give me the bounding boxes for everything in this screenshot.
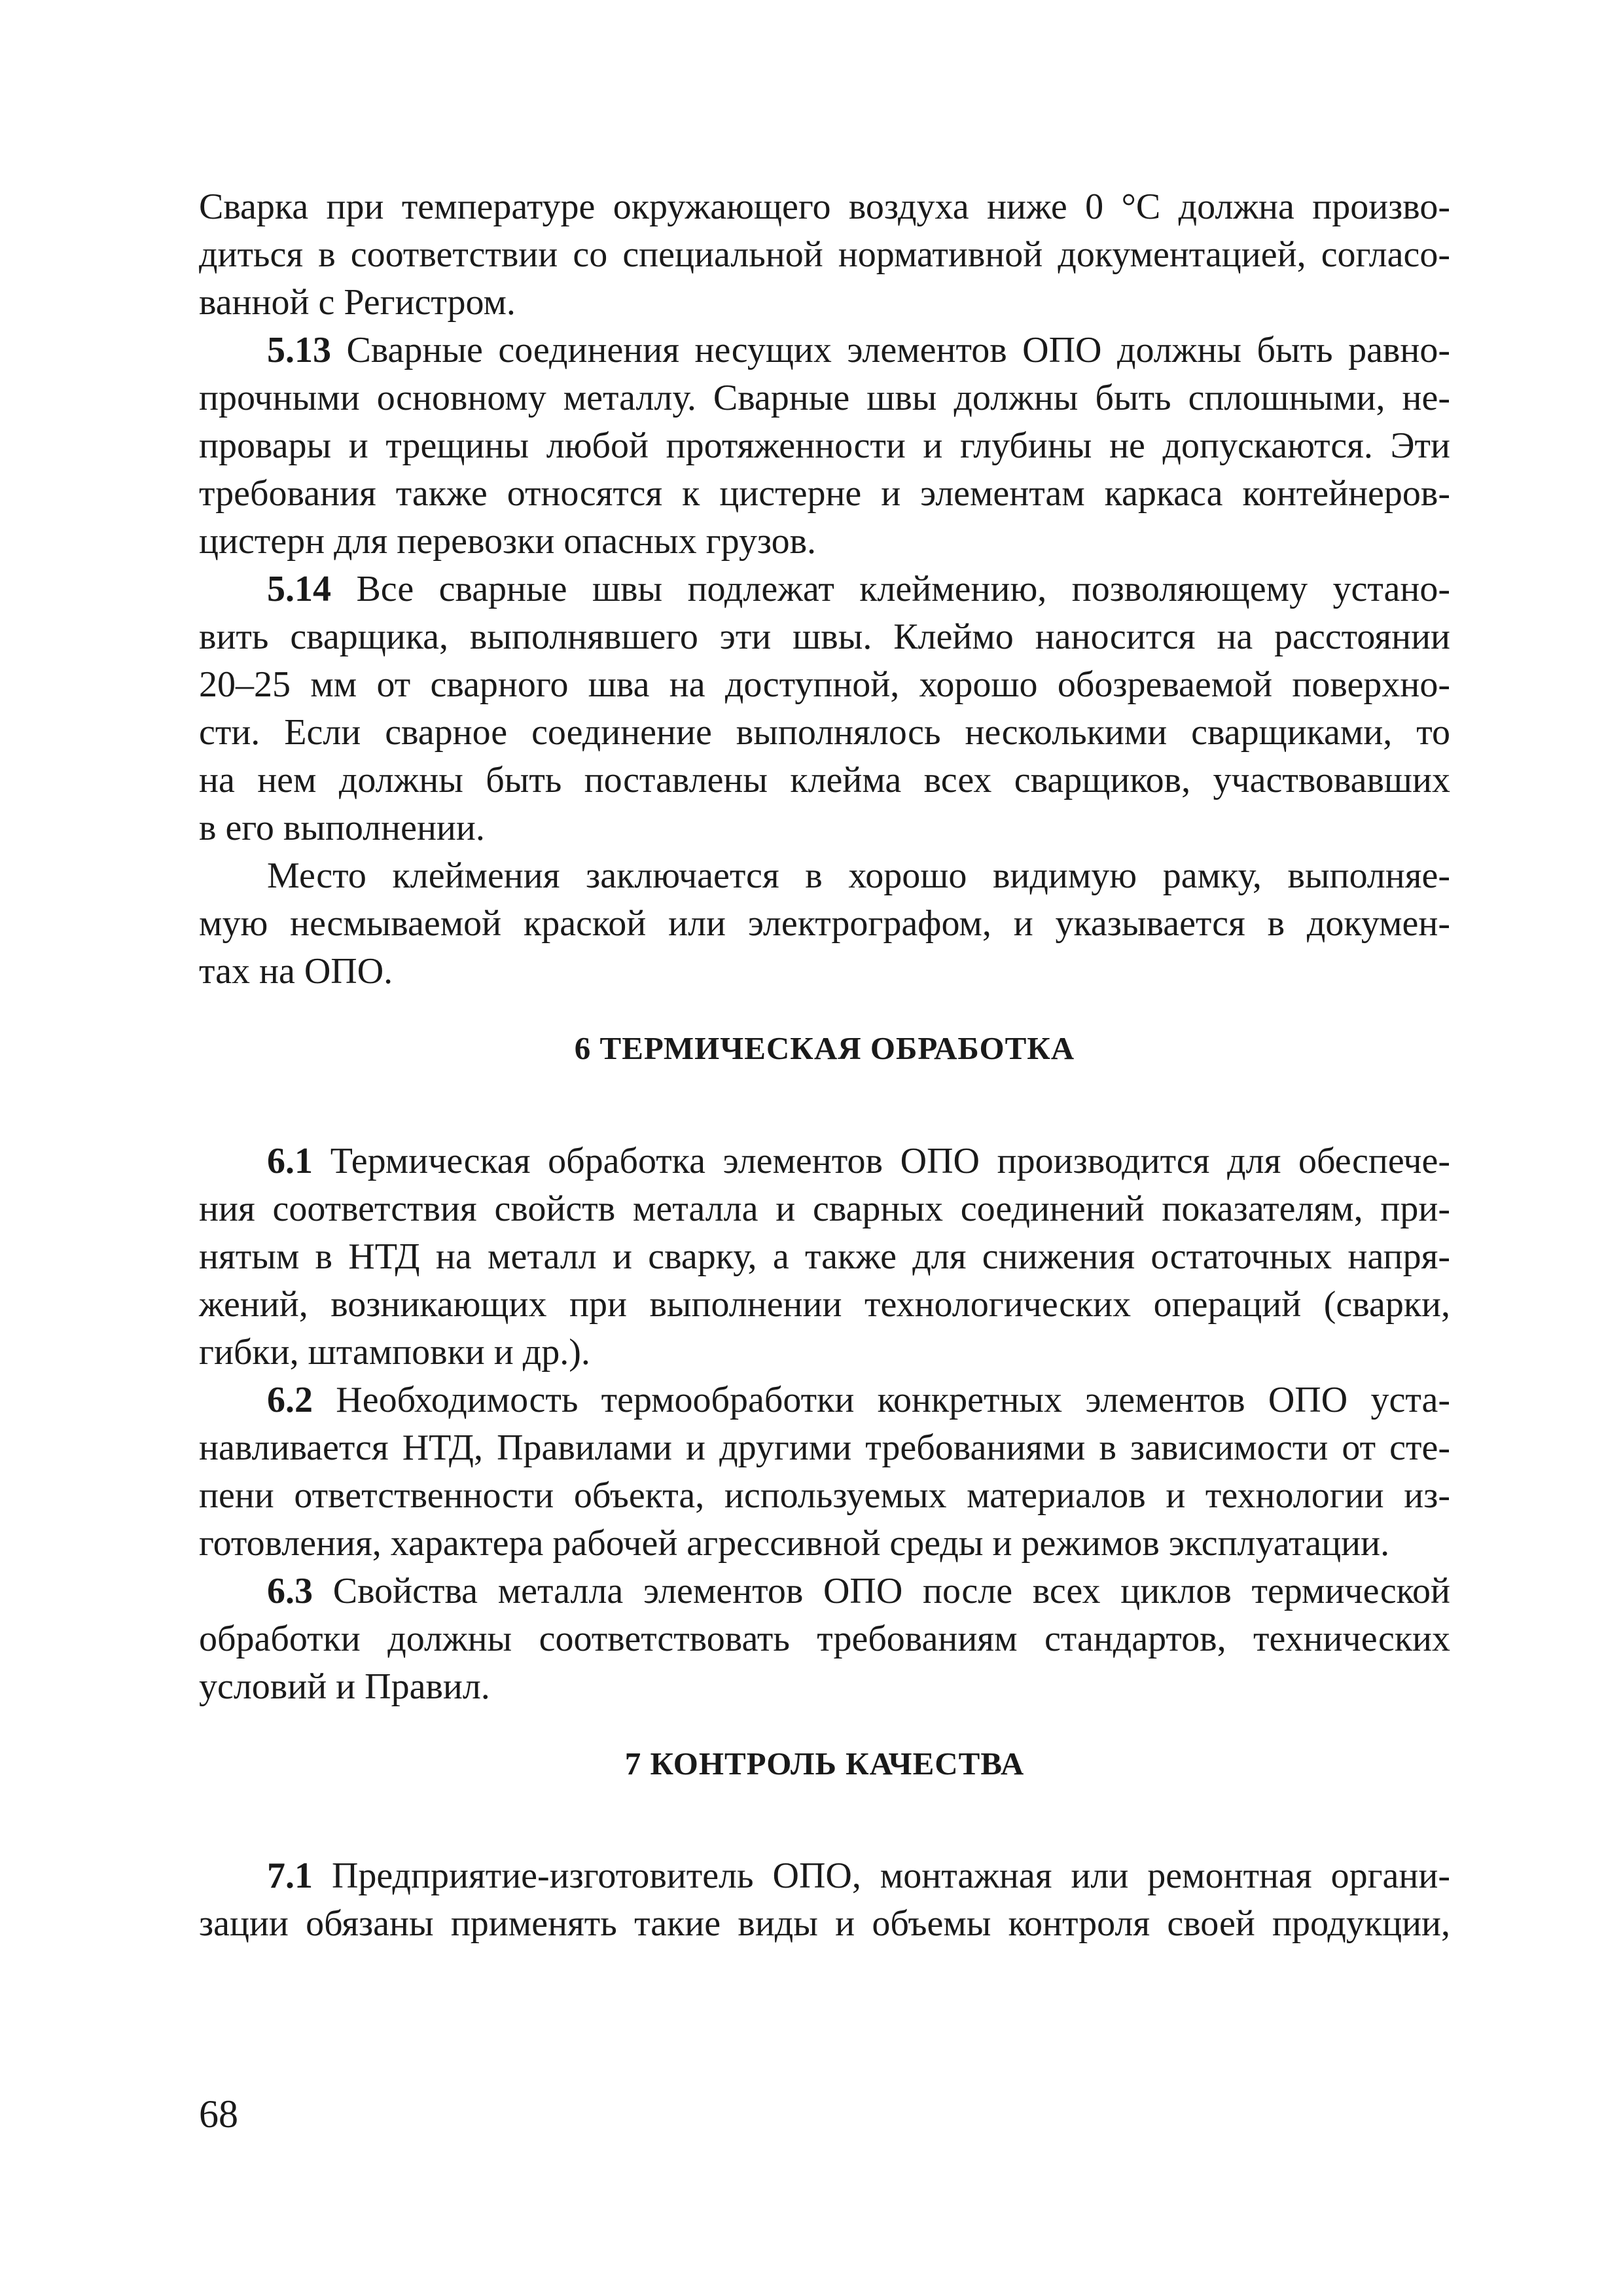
- text-line: Сварка при температуре окружающего воздуха ниже 0 °С должна произво-: [199, 187, 1450, 227]
- clause-number: 5.13: [267, 330, 331, 370]
- text-line: прочными основному металлу. Сварные швы должны быть сплошными, не-: [199, 378, 1450, 418]
- text-line: обработки должны соответствовать требованиям стандартов, технических: [199, 1619, 1450, 1659]
- text-line: Сварные соединения несущих элементов ОПО должны быть равно-: [346, 330, 1450, 370]
- text-line: нятым в НТД на металл и сварку, а также для снижения остаточных напря-: [199, 1236, 1450, 1277]
- text-line: Предприятие-изготовитель ОПО, монтажная или ремонтная органи-: [331, 1856, 1450, 1896]
- paragraph-first-line: [199, 565, 1450, 613]
- paragraph-stamp-location: [199, 852, 1450, 996]
- text-line: в его выполнении.: [199, 808, 485, 848]
- text-line: гибки, штамповки и др.).: [199, 1332, 590, 1372]
- section-heading-6: 6 ТЕРМИЧЕСКАЯ ОБРАБОТКА: [574, 1030, 1075, 1066]
- text-line: сти. Если сварное соединение выполнялось несколькими сварщиками, то: [199, 712, 1450, 753]
- paragraph-first-line: [199, 1376, 1450, 1424]
- clause-number: 6.1: [267, 1141, 313, 1181]
- text-line: условий и Правил.: [199, 1666, 490, 1707]
- paragraph-first-line: [199, 327, 1450, 374]
- text-line: зации обязаны применять такие виды и объемы контроля своей продукции,: [199, 1903, 1450, 1944]
- text-line: жений, возникающих при выполнении технологических операций (сварки,: [199, 1284, 1450, 1325]
- text-line: 20–25 мм от сварного шва на доступной, хорошо обозреваемой поверхно-: [199, 664, 1450, 705]
- clause-number: 6.3: [267, 1571, 313, 1611]
- paragraph-first-line: [199, 1138, 1450, 1185]
- paragraph-continuation: [199, 183, 1450, 327]
- section-heading-7: 7 КОНТРОЛЬ КАЧЕСТВА: [624, 1746, 1025, 1782]
- text-line: Все сварные швы подлежат клеймению, позволяющему устано-: [356, 569, 1451, 609]
- text-line: на нем должны быть поставлены клейма всех сварщиков, участвовавших: [199, 760, 1450, 800]
- text-line: готовления, характера рабочей агрессивной среды и режимов эксплуатации.: [199, 1523, 1390, 1564]
- paragraph-6-1: [199, 1138, 1450, 1376]
- clause-number: 7.1: [267, 1856, 313, 1896]
- text-line: Место клеймения заключается в хорошо видимую рамку, выполняе-: [267, 855, 1450, 896]
- text-line: мую несмываемой краской или электрографом, и указывается в докумен-: [199, 903, 1450, 944]
- text-line: навливается НТД, Правилами и другими требованиями в зависимости от сте-: [199, 1427, 1450, 1468]
- text-line: Необходимость термообработки конкретных элементов ОПО уста-: [336, 1380, 1450, 1420]
- clause-number: 6.2: [267, 1380, 313, 1420]
- text-line: пени ответственности объекта, используемых материалов и технологии из-: [199, 1475, 1450, 1516]
- paragraph-7-1: [199, 1852, 1450, 1948]
- text-line: провары и трещины любой протяженности и глубины не допускаются. Эти: [199, 425, 1450, 466]
- text-line: вить сварщика, выполнявшего эти швы. Клеймо наносится на расстоянии: [199, 617, 1450, 657]
- page-number: 68: [199, 2092, 238, 2136]
- text-line: диться в соответствии со специальной нормативной документацией, согласо-: [199, 234, 1450, 275]
- text-line: Термическая обработка элементов ОПО производится для обеспече-: [330, 1141, 1450, 1181]
- paragraph-6-3: [199, 1568, 1450, 1711]
- paragraph-5-13: [199, 327, 1450, 565]
- text-line: Свойства металла элементов ОПО после всех циклов термической: [332, 1571, 1451, 1611]
- text-line: тах на ОПО.: [199, 951, 393, 992]
- text-line: цистерн для перевозки опасных грузов.: [199, 521, 817, 562]
- paragraph-first-line: [199, 1568, 1450, 1615]
- paragraph-first-line: [199, 1852, 1450, 1900]
- text-line: требования также относятся к цистерне и элементам каркаса контейнеров-: [199, 473, 1450, 514]
- clause-number: 5.14: [267, 569, 331, 609]
- paragraph-6-2: [199, 1376, 1450, 1568]
- text-line: ванной с Регистром.: [199, 282, 516, 323]
- text-line: ния соответствия свойств металла и сварных соединений показателям, при-: [199, 1189, 1450, 1229]
- paragraph-5-14: [199, 565, 1450, 852]
